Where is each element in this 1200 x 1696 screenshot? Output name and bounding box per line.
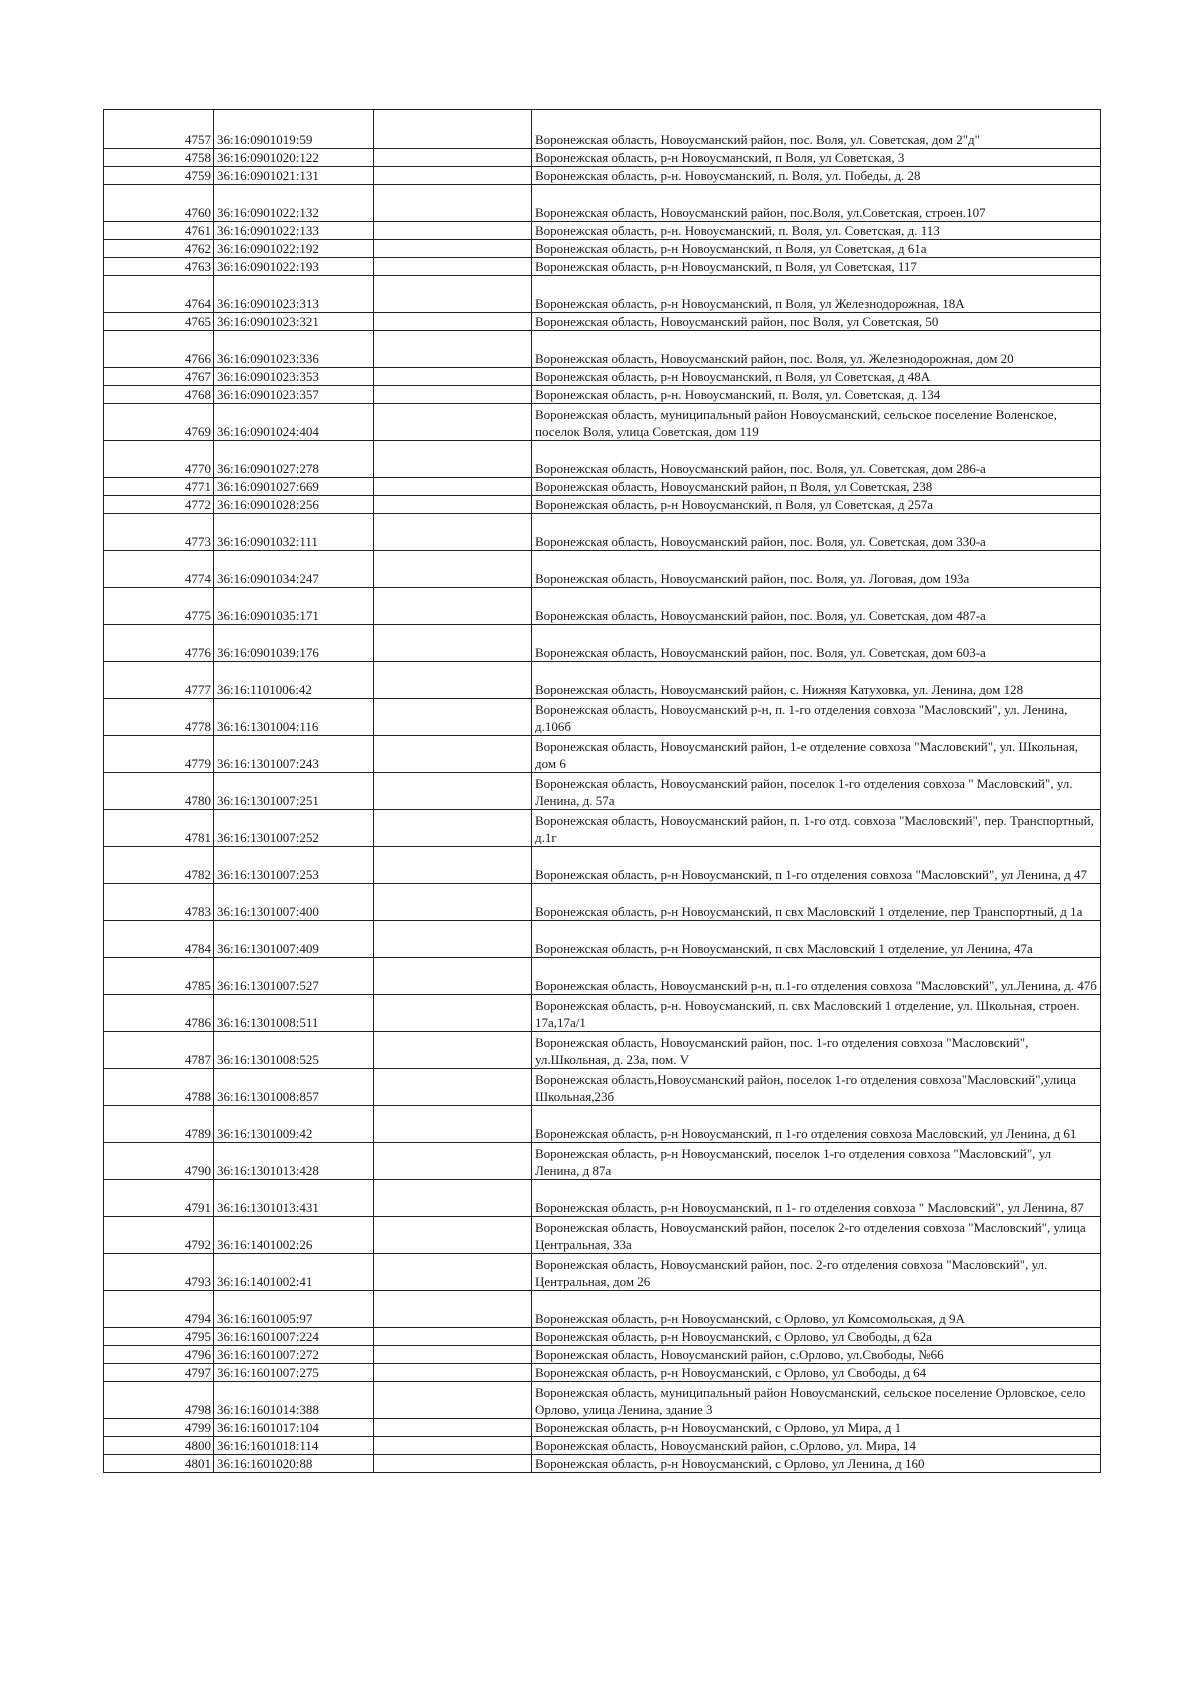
row-number-cell: 4774 [104,551,214,588]
row-number-cell: 4792 [104,1217,214,1254]
address-cell: Воронежская область, р-н Новоусманский, поселок 1-го отделения совхоза "Масловский", ул Ленина, д 87а [532,1143,1101,1180]
cadastral-number-cell: 36:16:0901028:256 [214,496,374,514]
row-number-cell: 4773 [104,514,214,551]
empty-cell [374,1143,532,1180]
row-number-cell: 4799 [104,1419,214,1437]
row-number-cell: 4762 [104,240,214,258]
address-cell: Воронежская область, Новоусманский район, пос. Воля, ул. Советская, дом 330-а [532,514,1101,551]
table-row [104,1032,1101,1069]
table-row [104,551,1101,588]
table-row [104,313,1101,331]
table-row [104,386,1101,404]
row-number-cell: 4767 [104,368,214,386]
empty-cell [374,958,532,995]
empty-cell [374,1217,532,1254]
address-cell: Воронежская область, Новоусманский район, п. 1-го отд. совхоза "Масловский", пер. Транспортный, д.1г [532,810,1101,847]
row-number-cell: 4796 [104,1346,214,1364]
table-row [104,514,1101,551]
empty-cell [374,1437,532,1455]
table-row [104,1382,1101,1419]
table-row [104,1143,1101,1180]
empty-cell [374,441,532,478]
empty-cell [374,514,532,551]
row-number-cell: 4790 [104,1143,214,1180]
empty-cell [374,1032,532,1069]
cadastral-number-cell: 36:16:1601007:272 [214,1346,374,1364]
table-row [104,1180,1101,1217]
row-number-cell: 4794 [104,1291,214,1328]
address-cell: Воронежская область, р-н Новоусманский, с Орлово, ул Свободы, д 64 [532,1364,1101,1382]
table-row [104,1419,1101,1437]
empty-cell [374,1419,532,1437]
row-number-cell: 4784 [104,921,214,958]
empty-cell [374,625,532,662]
table-row [104,1254,1101,1291]
table-row [104,222,1101,240]
table-row [104,699,1101,736]
empty-cell [374,551,532,588]
address-cell: Воронежская область, р-н. Новоусманский, п. Воля, ул. Советская, д. 113 [532,222,1101,240]
cadastral-number-cell: 36:16:1301007:251 [214,773,374,810]
table-row [104,810,1101,847]
row-number-cell: 4772 [104,496,214,514]
table-row [104,662,1101,699]
address-cell: Воронежская область, р-н Новоусманский, с Орлово, ул Ленина, д 160 [532,1455,1101,1473]
row-number-cell: 4757 [104,110,214,149]
empty-cell [374,386,532,404]
empty-cell [374,222,532,240]
table-row [104,478,1101,496]
cadastral-number-cell: 36:16:1301008:511 [214,995,374,1032]
address-cell: Воронежская область, Новоусманский район, пос. 1-го отделения совхоза "Масловский", ул.Школьная, д. 23а, пом. V [532,1032,1101,1069]
address-cell: Воронежская область, муниципальный район Новоусманский, сельское поселение Орловское, село Орлово, улица Ленина, здание 3 [532,1382,1101,1419]
cadastral-number-cell: 36:16:1301013:428 [214,1143,374,1180]
table-row [104,185,1101,222]
cadastral-number-cell: 36:16:0901027:669 [214,478,374,496]
empty-cell [374,1254,532,1291]
table-row [104,1069,1101,1106]
row-number-cell: 4761 [104,222,214,240]
row-number-cell: 4759 [104,167,214,185]
row-number-cell: 4798 [104,1382,214,1419]
row-number-cell: 4770 [104,441,214,478]
empty-cell [374,1069,532,1106]
empty-cell [374,773,532,810]
row-number-cell: 4797 [104,1364,214,1382]
row-number-cell: 4775 [104,588,214,625]
row-number-cell: 4760 [104,185,214,222]
row-number-cell: 4782 [104,847,214,884]
cadastral-number-cell: 36:16:0901023:336 [214,331,374,368]
table-row [104,1106,1101,1143]
address-cell: Воронежская область, Новоусманский район, пос. 2-го отделения совхоза "Масловский", ул. Центральная, дом 26 [532,1254,1101,1291]
address-cell: Воронежская область, р-н. Новоусманский, п. свх Масловский 1 отделение, ул. Школьная, строен. 17а,17а/1 [532,995,1101,1032]
address-cell: Воронежская область, р-н Новоусманский, п 1- го отделения совхоза " Масловский", ул Ленина, 87 [532,1180,1101,1217]
address-cell: Воронежская область, Новоусманский район, с.Орлово, ул. Мира, 14 [532,1437,1101,1455]
row-number-cell: 4764 [104,276,214,313]
empty-cell [374,921,532,958]
row-number-cell: 4765 [104,313,214,331]
cadastral-number-cell: 36:16:1301008:857 [214,1069,374,1106]
address-cell: Воронежская область, р-н Новоусманский, с Орлово, ул Мира, д 1 [532,1419,1101,1437]
table-row [104,588,1101,625]
cadastral-number-cell: 36:16:0901023:321 [214,313,374,331]
row-number-cell: 4793 [104,1254,214,1291]
cadastral-number-cell: 36:16:1601005:97 [214,1291,374,1328]
cadastral-number-cell: 36:16:1301009:42 [214,1106,374,1143]
row-number-cell: 4800 [104,1437,214,1455]
table-row [104,1437,1101,1455]
empty-cell [374,185,532,222]
cadastral-number-cell: 36:16:1301007:243 [214,736,374,773]
address-cell: Воронежская область, Новоусманский р-н, п. 1-го отделения совхоза "Масловский", ул. Ленина, д.106б [532,699,1101,736]
row-number-cell: 4786 [104,995,214,1032]
address-cell: Воронежская область, Новоусманский район, пос. Воля, ул. Логовая, дом 193а [532,551,1101,588]
row-number-cell: 4771 [104,478,214,496]
table-row [104,240,1101,258]
empty-cell [374,1180,532,1217]
cadastral-number-cell: 36:16:1401002:26 [214,1217,374,1254]
address-cell: Воронежская область, муниципальный район Новоусманский, сельское поселение Воленское, поселок Воля, улица Советская, дом 119 [532,404,1101,441]
table-row [104,149,1101,167]
table-row [104,1364,1101,1382]
address-cell: Воронежская область, р-н Новоусманский, п Воля, ул Советская, д 48А [532,368,1101,386]
cadastral-number-cell: 36:16:1301007:409 [214,921,374,958]
cadastral-number-cell: 36:16:0901023:357 [214,386,374,404]
row-number-cell: 4769 [104,404,214,441]
row-number-cell: 4788 [104,1069,214,1106]
table-row [104,995,1101,1032]
empty-cell [374,1364,532,1382]
empty-cell [374,847,532,884]
cadastral-number-cell: 36:16:0901022:193 [214,258,374,276]
cadastral-number-cell: 36:16:1601017:104 [214,1419,374,1437]
empty-cell [374,276,532,313]
empty-cell [374,110,532,149]
cadastral-number-cell: 36:16:0901022:132 [214,185,374,222]
cadastral-number-cell: 36:16:0901032:111 [214,514,374,551]
cadastral-number-cell: 36:16:1301013:431 [214,1180,374,1217]
table-row [104,884,1101,921]
cadastral-number-cell: 36:16:1301004:116 [214,699,374,736]
address-cell: Воронежская область, Новоусманский район, с. Нижняя Катуховка, ул. Ленина, дом 128 [532,662,1101,699]
address-cell: Воронежская область, Новоусманский район, пос Воля, ул Советская, 50 [532,313,1101,331]
empty-cell [374,240,532,258]
row-number-cell: 4801 [104,1455,214,1473]
address-cell: Воронежская область, р-н Новоусманский, п Воля, ул Советская, 3 [532,149,1101,167]
table-row [104,1346,1101,1364]
row-number-cell: 4763 [104,258,214,276]
cadastral-number-cell: 36:16:0901039:176 [214,625,374,662]
empty-cell [374,662,532,699]
address-cell: Воронежская область, р-н Новоусманский, п Воля, ул Железнодорожная, 18А [532,276,1101,313]
table-row [104,625,1101,662]
row-number-cell: 4789 [104,1106,214,1143]
address-cell: Воронежская область, Новоусманский район, пос. Воля, ул. Советская, дом 2"д" [532,110,1101,149]
address-cell: Воронежская область, р-н Новоусманский, п свх Масловский 1 отделение, пер Транспортный, д 1а [532,884,1101,921]
empty-cell [374,331,532,368]
address-cell: Воронежская область, р-н. Новоусманский, п. Воля, ул. Победы, д. 28 [532,167,1101,185]
empty-cell [374,699,532,736]
table-body [104,110,1101,1473]
table-row [104,441,1101,478]
empty-cell [374,588,532,625]
empty-cell [374,496,532,514]
table-row [104,404,1101,441]
cadastral-number-cell: 36:16:1601014:388 [214,1382,374,1419]
table-row [104,368,1101,386]
cadastral-number-cell: 36:16:1601007:275 [214,1364,374,1382]
cadastral-number-cell: 36:16:0901023:313 [214,276,374,313]
address-cell: Воронежская область, Новоусманский р-н, п.1-го отделения совхоза "Масловский", ул.Ленина, д. 47б [532,958,1101,995]
empty-cell [374,995,532,1032]
cadastral-number-cell: 36:16:0901022:133 [214,222,374,240]
empty-cell [374,149,532,167]
address-cell: Воронежская область, Новоусманский район, поселок 1-го отделения совхоза " Масловский", ул. Ленина, д. 57а [532,773,1101,810]
document-page [103,109,1100,1473]
row-number-cell: 4780 [104,773,214,810]
table-row [104,167,1101,185]
address-cell: Воронежская область, р-н Новоусманский, с Орлово, ул Свободы, д 62а [532,1328,1101,1346]
address-cell: Воронежская область, р-н Новоусманский, п 1-го отделения совхоза "Масловский", ул Ленина, д 47 [532,847,1101,884]
empty-cell [374,736,532,773]
table-row [104,1291,1101,1328]
cadastral-number-cell: 36:16:0901024:404 [214,404,374,441]
row-number-cell: 4779 [104,736,214,773]
row-number-cell: 4758 [104,149,214,167]
row-number-cell: 4768 [104,386,214,404]
address-cell: Воронежская область, Новоусманский район, поселок 2-го отделения совхоза "Масловский", улица Центральная, 33а [532,1217,1101,1254]
table-row [104,958,1101,995]
row-number-cell: 4781 [104,810,214,847]
cadastral-number-cell: 36:16:0901020:122 [214,149,374,167]
empty-cell [374,810,532,847]
address-cell: Воронежская область, р-н. Новоусманский, п. Воля, ул. Советская, д. 134 [532,386,1101,404]
row-number-cell: 4783 [104,884,214,921]
cadastral-number-cell: 36:16:1301007:252 [214,810,374,847]
cadastral-number-cell: 36:16:1101006:42 [214,662,374,699]
row-number-cell: 4787 [104,1032,214,1069]
property-table [103,109,1101,1473]
address-cell: Воронежская область, р-н Новоусманский, п Воля, ул Советская, д 257а [532,496,1101,514]
address-cell: Воронежская область, Новоусманский район, 1-е отделение совхоза "Масловский", ул. Школьная, дом 6 [532,736,1101,773]
empty-cell [374,1455,532,1473]
table-row [104,110,1101,149]
empty-cell [374,478,532,496]
empty-cell [374,1291,532,1328]
address-cell: Воронежская область, р-н Новоусманский, п Воля, ул Советская, д 61а [532,240,1101,258]
cadastral-number-cell: 36:16:0901019:59 [214,110,374,149]
empty-cell [374,1382,532,1419]
empty-cell [374,884,532,921]
address-cell: Воронежская область, р-н Новоусманский, п свх Масловский 1 отделение, ул Ленина, 47а [532,921,1101,958]
row-number-cell: 4777 [104,662,214,699]
cadastral-number-cell: 36:16:1301008:525 [214,1032,374,1069]
address-cell: Воронежская область, Новоусманский район, п Воля, ул Советская, 238 [532,478,1101,496]
table-row [104,1217,1101,1254]
table-row [104,773,1101,810]
empty-cell [374,313,532,331]
address-cell: Воронежская область,Новоусманский район, поселок 1-го отделения совхоза"Масловский",улица Школьная,23б [532,1069,1101,1106]
address-cell: Воронежская область, р-н Новоусманский, п Воля, ул Советская, 117 [532,258,1101,276]
cadastral-number-cell: 36:16:0901021:131 [214,167,374,185]
empty-cell [374,167,532,185]
empty-cell [374,1328,532,1346]
empty-cell [374,1106,532,1143]
address-cell: Воронежская область, Новоусманский район, пос. Воля, ул. Советская, дом 286-а [532,441,1101,478]
address-cell: Воронежская область, р-н Новоусманский, п 1-го отделения совхоза Масловский, ул Ленина, д 61 [532,1106,1101,1143]
empty-cell [374,258,532,276]
empty-cell [374,404,532,441]
table-row [104,736,1101,773]
address-cell: Воронежская область, Новоусманский район, пос. Воля, ул. Советская, дом 603-а [532,625,1101,662]
cadastral-number-cell: 36:16:1301007:253 [214,847,374,884]
address-cell: Воронежская область, Новоусманский район, пос.Воля, ул.Советская, строен.107 [532,185,1101,222]
row-number-cell: 4778 [104,699,214,736]
cadastral-number-cell: 36:16:1301007:400 [214,884,374,921]
row-number-cell: 4791 [104,1180,214,1217]
empty-cell [374,1346,532,1364]
cadastral-number-cell: 36:16:0901027:278 [214,441,374,478]
empty-cell [374,368,532,386]
cadastral-number-cell: 36:16:1401002:41 [214,1254,374,1291]
cadastral-number-cell: 36:16:1601018:114 [214,1437,374,1455]
cadastral-number-cell: 36:16:1301007:527 [214,958,374,995]
row-number-cell: 4776 [104,625,214,662]
cadastral-number-cell: 36:16:0901034:247 [214,551,374,588]
row-number-cell: 4766 [104,331,214,368]
cadastral-number-cell: 36:16:0901022:192 [214,240,374,258]
table-row [104,258,1101,276]
address-cell: Воронежская область, Новоусманский район, с.Орлово, ул.Свободы, №66 [532,1346,1101,1364]
cadastral-number-cell: 36:16:0901035:171 [214,588,374,625]
address-cell: Воронежская область, Новоусманский район, пос. Воля, ул. Советская, дом 487-а [532,588,1101,625]
table-row [104,1455,1101,1473]
table-row [104,1328,1101,1346]
row-number-cell: 4795 [104,1328,214,1346]
cadastral-number-cell: 36:16:1601020:88 [214,1455,374,1473]
cadastral-number-cell: 36:16:1601007:224 [214,1328,374,1346]
row-number-cell: 4785 [104,958,214,995]
address-cell: Воронежская область, р-н Новоусманский, с Орлово, ул Комсомольская, д 9А [532,1291,1101,1328]
cadastral-number-cell: 36:16:0901023:353 [214,368,374,386]
table-row [104,276,1101,313]
address-cell: Воронежская область, Новоусманский район, пос. Воля, ул. Железнодорожная, дом 20 [532,331,1101,368]
table-row [104,331,1101,368]
table-row [104,496,1101,514]
table-row [104,847,1101,884]
table-row [104,921,1101,958]
